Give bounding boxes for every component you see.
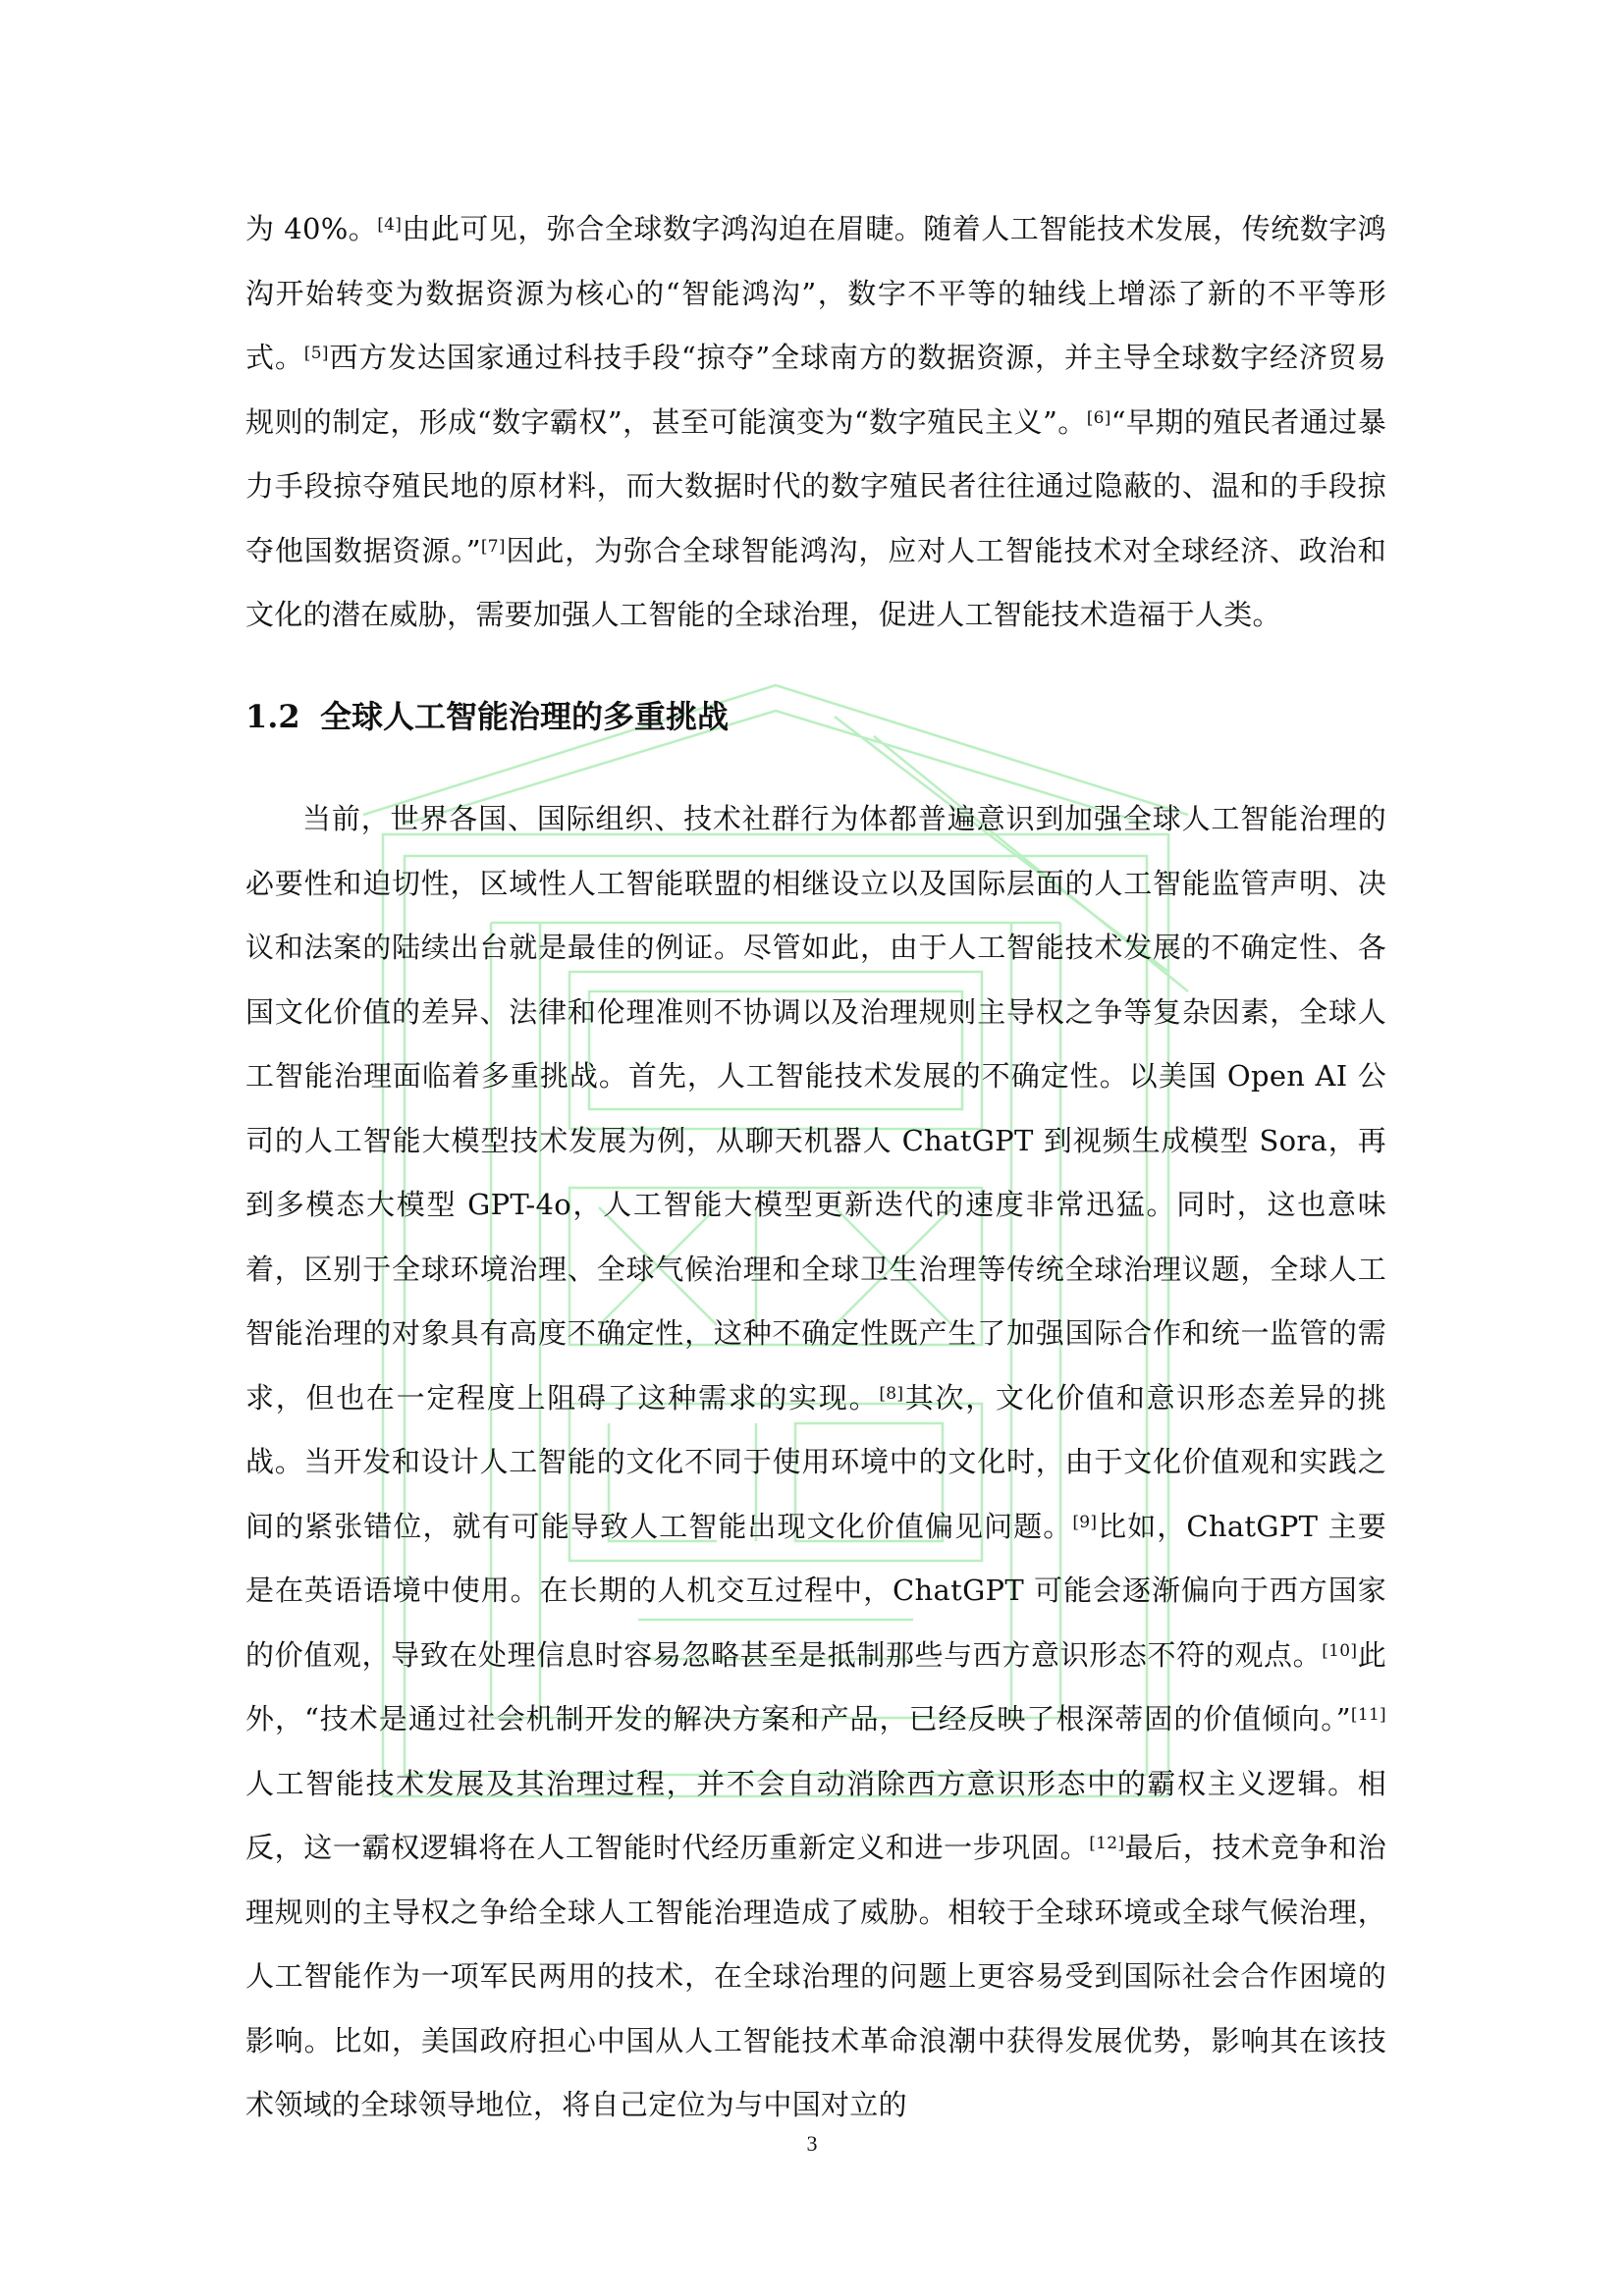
citation-ref: [5] [303,344,329,363]
citation-ref: [12] [1089,1834,1125,1853]
paragraph-text: 其次，文化价值和意识形态差异的挑战。当开发和设计人工智能的文化不同于使用环境中的文化时，由于文化价值观和实践之间的紧张错位，就有可能导致人工智能出现文化价值偏见问题。 [245,1380,1386,1543]
paragraph-text: 为 40%。 [245,212,378,245]
section-title: 全球人工智能治理的多重挑战 [320,698,730,735]
paragraph-text: 人工智能技术发展及其治理过程，并不会自动消除西方意识形态中的霸权主义逻辑。相反，这一霸权逻辑将在人工智能时代经历重新定义和进一步巩固。 [245,1766,1386,1864]
paragraph-text: 最后，技术竞争和治理规则的主导权之争给全球人工智能治理造成了威胁。相较于全球环境或全球气候治理，人工智能作为一项军民两用的技术，在全球治理的问题上更容易受到国际社会合作困境的影响。比如，美国政府担心中国从人工智能技术革命浪潮中获得发展优势，影响其在该技术领域的全球领导地位，将自己定位为与中国对立的 [245,1831,1387,2121]
body-paragraph [245,787,1386,2138]
paragraph-text: “早期的殖民者通过暴力手段掠夺殖民地的原材料，而大数据时代的数字殖民者往往通过隐蔽的、温和的手段掠夺他国数据资源。” [245,404,1386,567]
citation-ref: [4] [377,215,403,235]
citation-ref: [6] [1086,407,1111,428]
paragraph-text: 由此可见，弥合全球数字鸿沟迫在眉睫。随着人工智能技术发展，传统数字鸿沟开始转变为数据资源为核心的“智能鸿沟”，数字不平等的轴线上增添了新的不平等形式。 [245,212,1386,374]
citation-ref: [10] [1322,1640,1358,1661]
citation-ref: [8] [879,1383,904,1404]
citation-ref: [11] [1350,1705,1386,1725]
page-number: 3 [806,2131,818,2156]
section-heading [245,695,729,738]
paragraph-text: 比如，ChatGPT 主要是在英语语境中使用。在长期的人机交互过程中，ChatGPT 可能会逐渐偏向于西方国家的价值观，导致在处理信息时容易忽略甚至是抵制那些与西方意识形态不符的观点。 [245,1509,1386,1672]
paragraph-text: 因此，为弥合全球智能鸿沟，应对人工智能技术对全球经济、政治和文化的潜在威胁，需要加强人工智能的全球治理，促进人工智能技术造福于人类。 [245,533,1386,631]
citation-ref: [7] [480,536,506,557]
citation-ref: [9] [1072,1512,1098,1532]
paragraph-text: 西方发达国家通过科技手段“掠夺”全球南方的数据资源，并主导全球数字经济贸易规则的制定，形成“数字霸权”，甚至可能演变为“数字殖民主义”。 [245,341,1386,439]
body-paragraph [245,197,1386,648]
section-number: 1.2 [245,698,300,735]
paragraph-text: 当前，世界各国、国际组织、技术社群行为体都普遍意识到加强全球人工智能治理的必要性和迫切性，区域性人工智能联盟的相继设立以及国际层面的人工智能监管声明、决议和法案的陆续出台就是最佳的例证。尽管如此，由于人工智能技术发展的不确定性、各国文化价值的差异、法律和伦理准则不协调以及治理规则主导权之争等复杂因素，全球人工智能治理面临着多重挑战。首先，人工智能技术发展的不确定性。以美国 Open AI 公司的人工智能大模型技术发展为例，从聊天机器人 ChatGPT 到视频生成模型 Sora，再到多模态大模型 GPT-4o，人工智能大模型更新迭代的速度非常迅猛。同时，这也意味着，区别于全球环境治理、全球气候治理和全球卫生治理等传统全球治理议题，全球人工智能治理的对象具有高度不确定性，这种不确定性既产生了加强国际合作和统一监管的需求，但也在一定程度上阻碍了这种需求的实现。 [245,802,1386,1415]
paragraph-text: 此外，“技术是通过社会机制开发的解决方案和产品，已经反映了根深蒂固的价值倾向。” [245,1637,1386,1735]
